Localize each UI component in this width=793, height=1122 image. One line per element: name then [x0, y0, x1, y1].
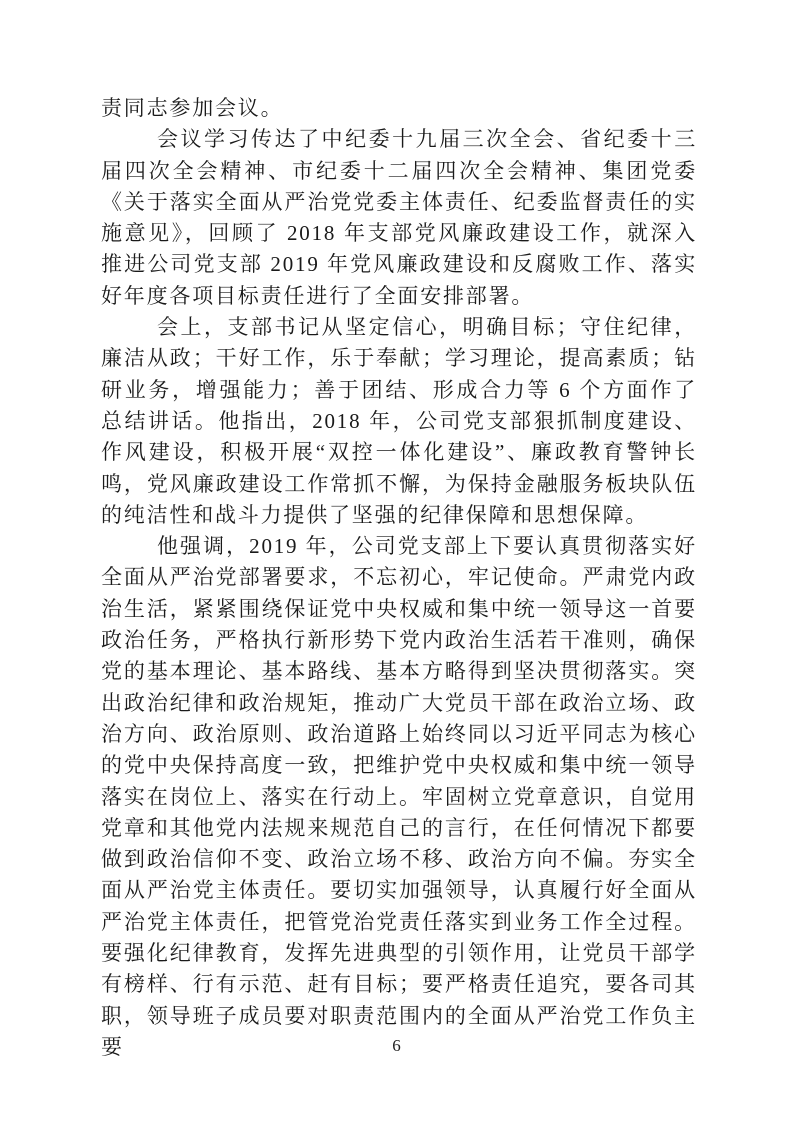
paragraph-meeting-agenda: 会议学习传达了中纪委十九届三次全会、省纪委十三届四次全会精神、市纪委十二届四次全会精神、集团党委《关于落实全面从严治党党委主体责任、纪委监督责任的实施意见》，回顾了 2018 年支部党风廉政建设工作，就深入推进公司党支部 2019 年党风廉政建设和反腐败工作、落实好年度各项目标责任进行了全面安排部署。: [101, 127, 697, 308]
paragraph-secretary-emphasis: 他强调，2019 年，公司党支部上下要认真贯彻落实好全面从严治党部署要求，不忘初心，牢记使命。严肃党内政治生活，紧紧围绕保证党中央权威和集中统一领导这一首要政治任务，严格执行新形势下党内政治生活若干准则，确保党的基本理论、基本路线、基本方略得到坚决贯彻落实。突出政治纪律和政治规矩，推动广大党员干部在政治立场、政治方向、政治原则、政治道路上始终同以习近平同志为核心的党中央保持高度一致，把维护党中央权威和集中统一领导落实在岗位上、落实在行动上。牢固树立党章意识，自觉用党章和其他党内法规来规范自己的言行，在任何情况下都要做到政治信仰不变、政治立场不移、政治方向不偏。夯实全面从严治党主体责任。要切实加强领导，认真履行好全面从严治党主体责任，把管党治党责任落实到业务工作全过程。要强化纪律教育，发挥先进典型的引领作用，让党员干部学有榜样、行有示范、赶有目标；要严格责任追究，要各司其职，领导班子成员要对职责范围内的全面从严治党工作负主要: [101, 534, 697, 1059]
paragraph-continuation: 责同志参加会议。: [101, 96, 284, 120]
document-text-block: [101, 93, 697, 1063]
page-number: 6: [392, 1036, 401, 1055]
paragraph-secretary-summary: 会上，支部书记从坚定信心，明确目标；守住纪律，廉洁从政；干好工作，乐于奉献；学习理论，提高素质；钻研业务，增强能力；善于团结、形成合力等 6 个方面作了总结讲话。他指出，2018 年，公司党支部狠抓制度建设、作风建设，积极开展“双控一体化建设”、廉政教育警钟长鸣，党风廉政建设工作常抓不懈，为保持金融服务板块队伍的纯洁性和战斗力提供了坚强的纪律保障和思想保障。: [101, 315, 697, 527]
